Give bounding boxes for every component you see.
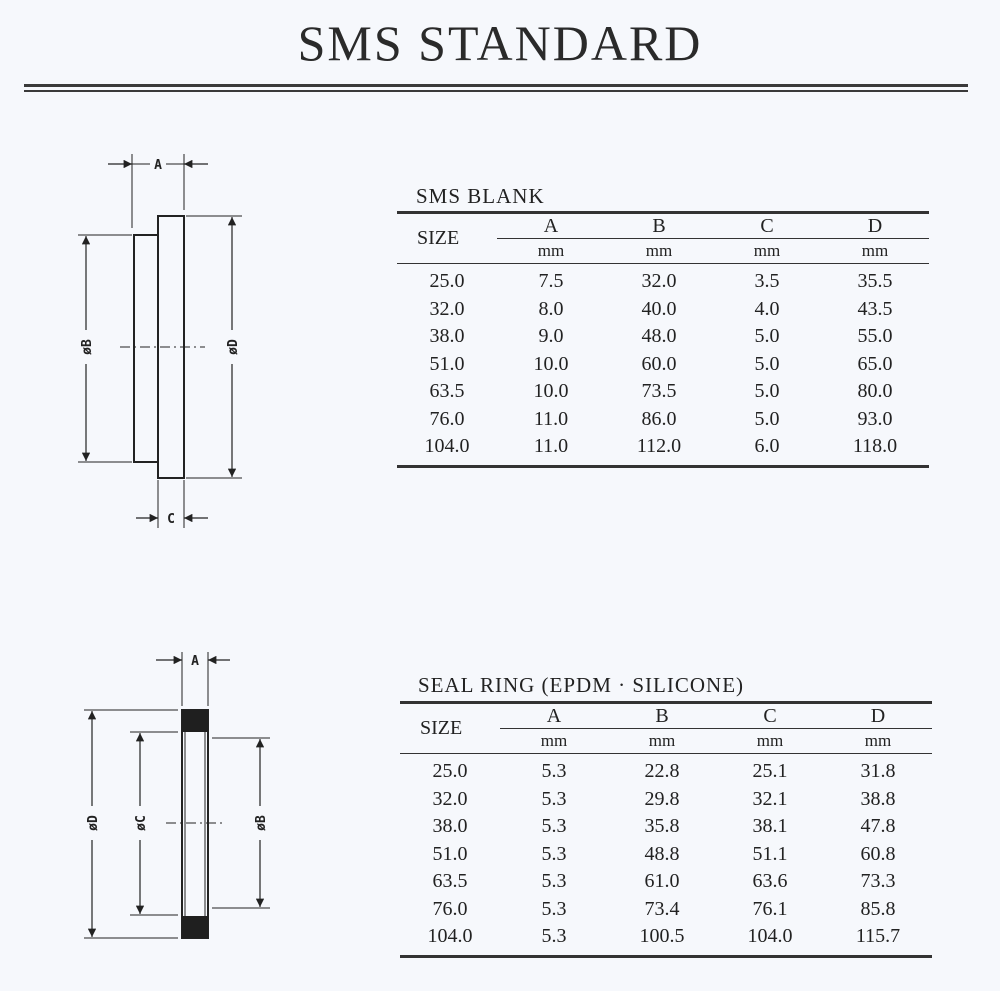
seal-cell: 38.0 <box>432 815 468 838</box>
blank-col-d-unit: mm <box>821 239 929 264</box>
blank-cell: 86.0 <box>641 407 677 430</box>
seal-cell: 5.3 <box>541 897 567 920</box>
seal-cell: 35.8 <box>644 815 680 838</box>
blank-table-row <box>397 323 929 351</box>
blank-table-row <box>397 378 929 406</box>
blank-col-a-header: A <box>543 214 559 237</box>
blank-col-b-header: B <box>652 214 666 237</box>
seal-cell: 51.1 <box>752 842 788 865</box>
seal-cell: 5.3 <box>541 870 567 893</box>
seal-table-row <box>400 754 932 786</box>
blank-cell: 5.0 <box>754 407 780 430</box>
seal-table-row <box>400 841 932 869</box>
seal-col-a-unit: mm <box>500 729 608 754</box>
seal-cell: 104.0 <box>427 925 473 948</box>
blank-cell: 32.0 <box>641 270 677 293</box>
seal-cell: 76.1 <box>752 897 788 920</box>
blank-cell: 118.0 <box>852 435 898 458</box>
blank-cell: 60.0 <box>641 352 677 375</box>
page-title: SMS STANDARD <box>297 15 703 71</box>
seal-table-row <box>400 786 932 814</box>
blank-cell: 5.0 <box>754 325 780 348</box>
blank-cell: 43.5 <box>857 297 893 320</box>
blank-table-row <box>397 433 929 466</box>
blank-cell: 11.0 <box>533 435 569 458</box>
blank-col-c-header: C <box>760 214 774 237</box>
seal-col-c-unit: mm <box>716 729 824 754</box>
blank-cell: 11.0 <box>533 407 569 430</box>
blank-cell: 93.0 <box>857 407 893 430</box>
blank-cell: 5.0 <box>754 352 780 375</box>
blank-cell: 76.0 <box>429 407 465 430</box>
seal-cell: 29.8 <box>644 787 680 810</box>
blank-size-header: SIZE <box>417 227 460 249</box>
seal-dim-c-label: øC <box>134 815 149 831</box>
blank-dim-d-label: øD <box>226 339 241 355</box>
blank-cell: 55.0 <box>857 325 893 348</box>
blank-cell: 10.0 <box>533 380 569 403</box>
blank-cell: 6.0 <box>754 435 780 458</box>
blank-cell: 4.0 <box>754 297 780 320</box>
blank-cell: 7.5 <box>538 270 564 293</box>
seal-cell: 31.8 <box>860 760 896 783</box>
blank-drawing <box>60 140 260 540</box>
blank-cell: 73.5 <box>641 380 677 403</box>
seal-cell: 61.0 <box>644 870 680 893</box>
seal-cell: 22.8 <box>644 760 680 783</box>
seal-cell: 25.0 <box>432 760 468 783</box>
seal-cell: 5.3 <box>541 815 567 838</box>
blank-cell: 9.0 <box>538 325 564 348</box>
seal-cell: 32.1 <box>752 787 788 810</box>
seal-size-header: SIZE <box>420 717 463 739</box>
seal-cell: 25.1 <box>752 760 788 783</box>
seal-cell: 115.7 <box>855 925 901 948</box>
seal-cell: 48.8 <box>644 842 680 865</box>
seal-cell: 47.8 <box>860 815 896 838</box>
blank-cell: 3.5 <box>754 270 780 293</box>
blank-cell: 5.0 <box>754 380 780 403</box>
seal-cell: 38.8 <box>860 787 896 810</box>
seal-ring-body <box>182 710 208 938</box>
blank-hub <box>134 235 158 462</box>
seal-table-row <box>400 868 932 896</box>
blank-col-d-header: D <box>867 214 883 237</box>
seal-table-row <box>400 896 932 924</box>
seal-table <box>400 701 932 958</box>
seal-cell: 5.3 <box>541 842 567 865</box>
blank-cell: 10.0 <box>533 352 569 375</box>
title-rule-bottom <box>24 90 968 92</box>
blank-cell: 40.0 <box>641 297 677 320</box>
seal-cell: 85.8 <box>860 897 896 920</box>
blank-table-row <box>397 351 929 379</box>
seal-col-d-unit: mm <box>824 729 932 754</box>
seal-cell: 5.3 <box>541 787 567 810</box>
blank-cell: 112.0 <box>636 435 682 458</box>
blank-table-row <box>397 296 929 324</box>
blank-cell: 104.0 <box>424 435 470 458</box>
blank-cell: 80.0 <box>857 380 893 403</box>
blank-col-b-unit: mm <box>605 239 713 264</box>
blank-col-a-unit: mm <box>497 239 605 264</box>
blank-col-c-unit: mm <box>713 239 821 264</box>
seal-col-d-header: D <box>870 704 886 727</box>
title-rule-top <box>24 84 968 87</box>
seal-cell: 51.0 <box>432 842 468 865</box>
seal-cell: 38.1 <box>752 815 788 838</box>
blank-cell: 8.0 <box>538 297 564 320</box>
seal-ring-bottom-lip <box>182 916 208 938</box>
blank-dim-b-label: øB <box>80 339 95 355</box>
blank-table-row <box>397 406 929 434</box>
blank-table-title: SMS BLANK <box>416 184 545 208</box>
seal-drawing <box>70 640 290 950</box>
seal-cell: 32.0 <box>432 787 468 810</box>
seal-cell: 76.0 <box>432 897 468 920</box>
seal-dim-d-label: øD <box>86 815 101 831</box>
seal-cell: 73.4 <box>644 897 680 920</box>
blank-cell: 63.5 <box>429 380 465 403</box>
seal-col-a-header: A <box>546 704 562 727</box>
blank-cell: 32.0 <box>429 297 465 320</box>
blank-cell: 51.0 <box>429 352 465 375</box>
seal-dim-b-label: øB <box>254 815 269 831</box>
seal-cell: 5.3 <box>541 925 567 948</box>
seal-cell: 63.6 <box>752 870 788 893</box>
blank-cell: 65.0 <box>857 352 893 375</box>
seal-dim-a-label: A <box>191 654 199 669</box>
seal-cell: 100.5 <box>639 925 685 948</box>
seal-cell: 104.0 <box>747 925 793 948</box>
seal-table-row <box>400 813 932 841</box>
blank-table-row <box>397 264 929 296</box>
blank-dim-a-label: A <box>154 158 162 173</box>
seal-cell: 73.3 <box>860 870 896 893</box>
seal-table-title: SEAL RING (EPDM · SILICONE) <box>418 673 745 697</box>
blank-cell: 38.0 <box>429 325 465 348</box>
seal-cell: 5.3 <box>541 760 567 783</box>
seal-table-row <box>400 923 932 956</box>
seal-col-b-header: B <box>655 704 669 727</box>
seal-ring-top-lip <box>182 710 208 732</box>
seal-col-c-header: C <box>763 704 777 727</box>
seal-col-b-unit: mm <box>608 729 716 754</box>
blank-table <box>397 211 929 468</box>
blank-cell: 35.5 <box>857 270 893 293</box>
seal-cell: 60.8 <box>860 842 896 865</box>
seal-cell: 63.5 <box>432 870 468 893</box>
blank-dim-c-label: C <box>167 512 175 527</box>
blank-cell: 25.0 <box>429 270 465 293</box>
blank-cell: 48.0 <box>641 325 677 348</box>
